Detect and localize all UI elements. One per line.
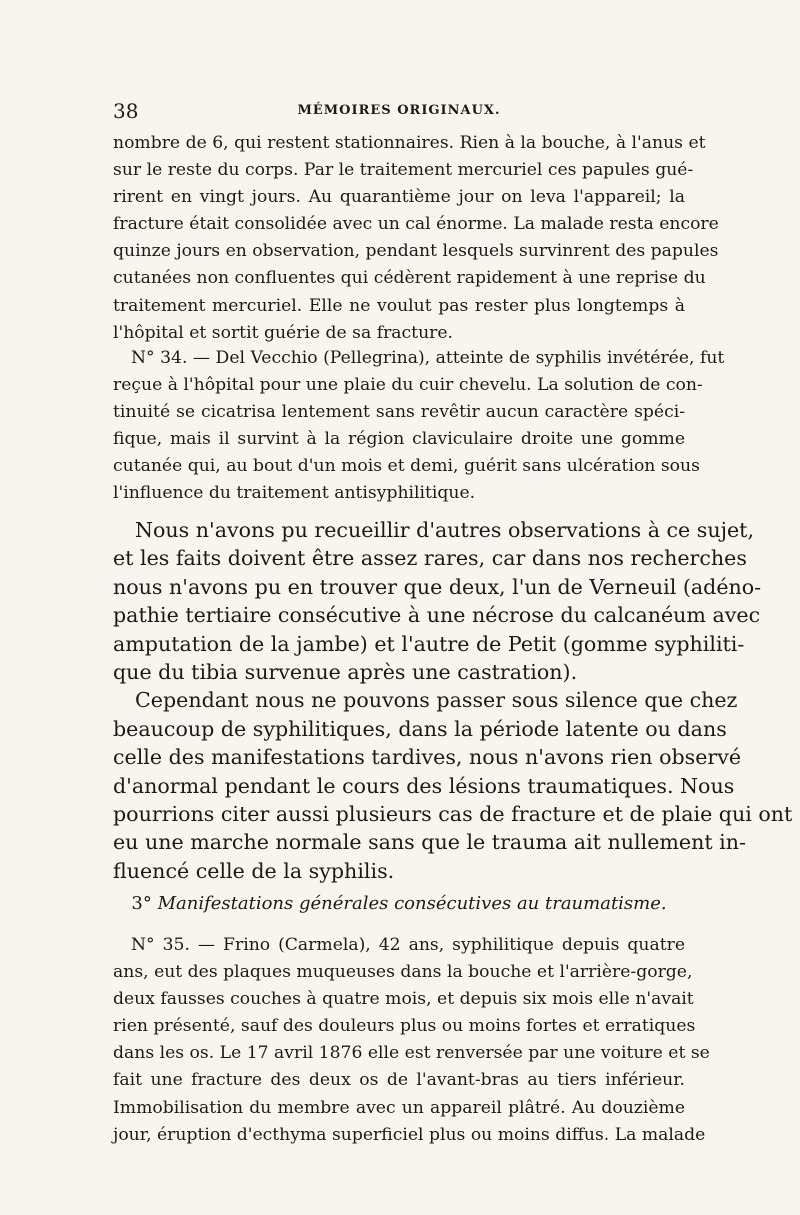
text-line: cutanée qui, au bout d'un mois et demi, guérit sans ulcération sous (113, 456, 700, 477)
text-line: que du tibia survenue après une castration). (113, 660, 578, 685)
text-line: nous n'avons pu en trouver que deux, l'un de Verneuil (adéno- (113, 574, 762, 599)
text-line: nombre de 6, qui restent stationnaires. Rien à la bouche, à l'anus et (113, 133, 706, 153)
text-line: pourrions citer aussi plusieurs cas de fracture et de plaie qui ont (113, 802, 793, 827)
text-line: fique, mais il survint à la région claviculaire droite une gomme (113, 429, 685, 450)
text-line: rien présenté, sauf des douleurs plus ou moins fortes et erratiques (113, 1016, 696, 1037)
section-title: Manifestations générales consécutives au traumatisme. (157, 893, 667, 914)
text-line: N° 35. — Frino (Carmela), 42 ans, syphilitique depuis quatre (131, 935, 685, 955)
text-line: eu une marche normale sans que le trauma ait nullement in- (113, 830, 746, 855)
text-line: N° 34. — Del Vecchio (Pellegrina), atteinte de syphilis invétérée, fut (131, 348, 725, 368)
text-line: jour, éruption d'ecthyma superficiel plus ou moins diffus. La malade (113, 1124, 706, 1145)
text-line: quinze jours en observation, pendant lesquels survinrent des papules (113, 241, 719, 262)
page-number: 38 (113, 99, 139, 123)
text-line: cutanées non confluentes qui cédèrent rapidement à une reprise du (113, 268, 706, 289)
page-header (113, 99, 685, 125)
text-line: pathie tertiaire consécutive à une nécrose du calcanéum avec (113, 603, 761, 628)
text-line: fluencé celle de la syphilis. (113, 858, 395, 883)
text-line: amputation de la jambe) et l'autre de Petit (gomme syphiliti- (113, 631, 745, 656)
observation-35 (113, 932, 710, 1149)
text-line: deux fausses couches à quatre mois, et depuis six mois elle n'avait (113, 989, 694, 1010)
text-line: tinuité se cicatrisa lentement sans revêtir aucun caractère spéci- (113, 402, 685, 423)
text-line: l'influence du traitement antisyphilitique. (113, 483, 476, 504)
text-line: celle des manifestations tardives, nous n'avons rien observé (113, 745, 742, 770)
text-line: l'hôpital et sortit guérie de sa fracture. (113, 322, 453, 343)
text-line: dans les os. Le 17 avril 1876 elle est renversée par une voiture et se (113, 1043, 710, 1064)
text-line: traitement mercuriel. Elle ne voulut pas rester plus longtemps à (113, 295, 685, 316)
text-line: et les faits doivent être assez rares, car dans nos recherches (113, 546, 747, 571)
text-line: Immobilisation du membre avec un appareil plâtré. Au douzième (113, 1097, 685, 1118)
running-head: MÉMOIRES ORIGINAUX. (297, 103, 501, 118)
text-line: reçue à l'hôpital pour une plaie du cuir chevelu. La solution de con- (113, 375, 703, 396)
observation-34 (113, 345, 725, 508)
text-line: Nous n'avons pu recueillir d'autres observations à ce sujet, (135, 518, 755, 542)
text-line: fracture était consolidée avec un cal énorme. La malade resta encore (113, 214, 719, 235)
text-line: ans, eut des plaques muqueuses dans la bouche et l'arrière-gorge, (113, 962, 693, 983)
text-line: beaucoup de syphilitiques, dans la période latente ou dans (113, 716, 727, 741)
text-line: Cependant nous ne pouvons passer sous silence que chez (135, 688, 738, 713)
section-heading (113, 893, 685, 914)
case-continuation (113, 130, 719, 347)
text-line: fait une fracture des deux os de l'avant-bras au tiers inférieur. (113, 1070, 685, 1091)
text-line: d'anormal pendant le cours des lésions traumatiques. Nous (113, 773, 735, 798)
text-line: rirent en vingt jours. Au quarantième jour on leva l'appareil; la (113, 187, 685, 208)
text-line: sur le reste du corps. Par le traitement mercuriel ces papules gué- (113, 160, 694, 181)
paragraph-observations (113, 516, 793, 885)
section-number: 3° (131, 893, 152, 914)
